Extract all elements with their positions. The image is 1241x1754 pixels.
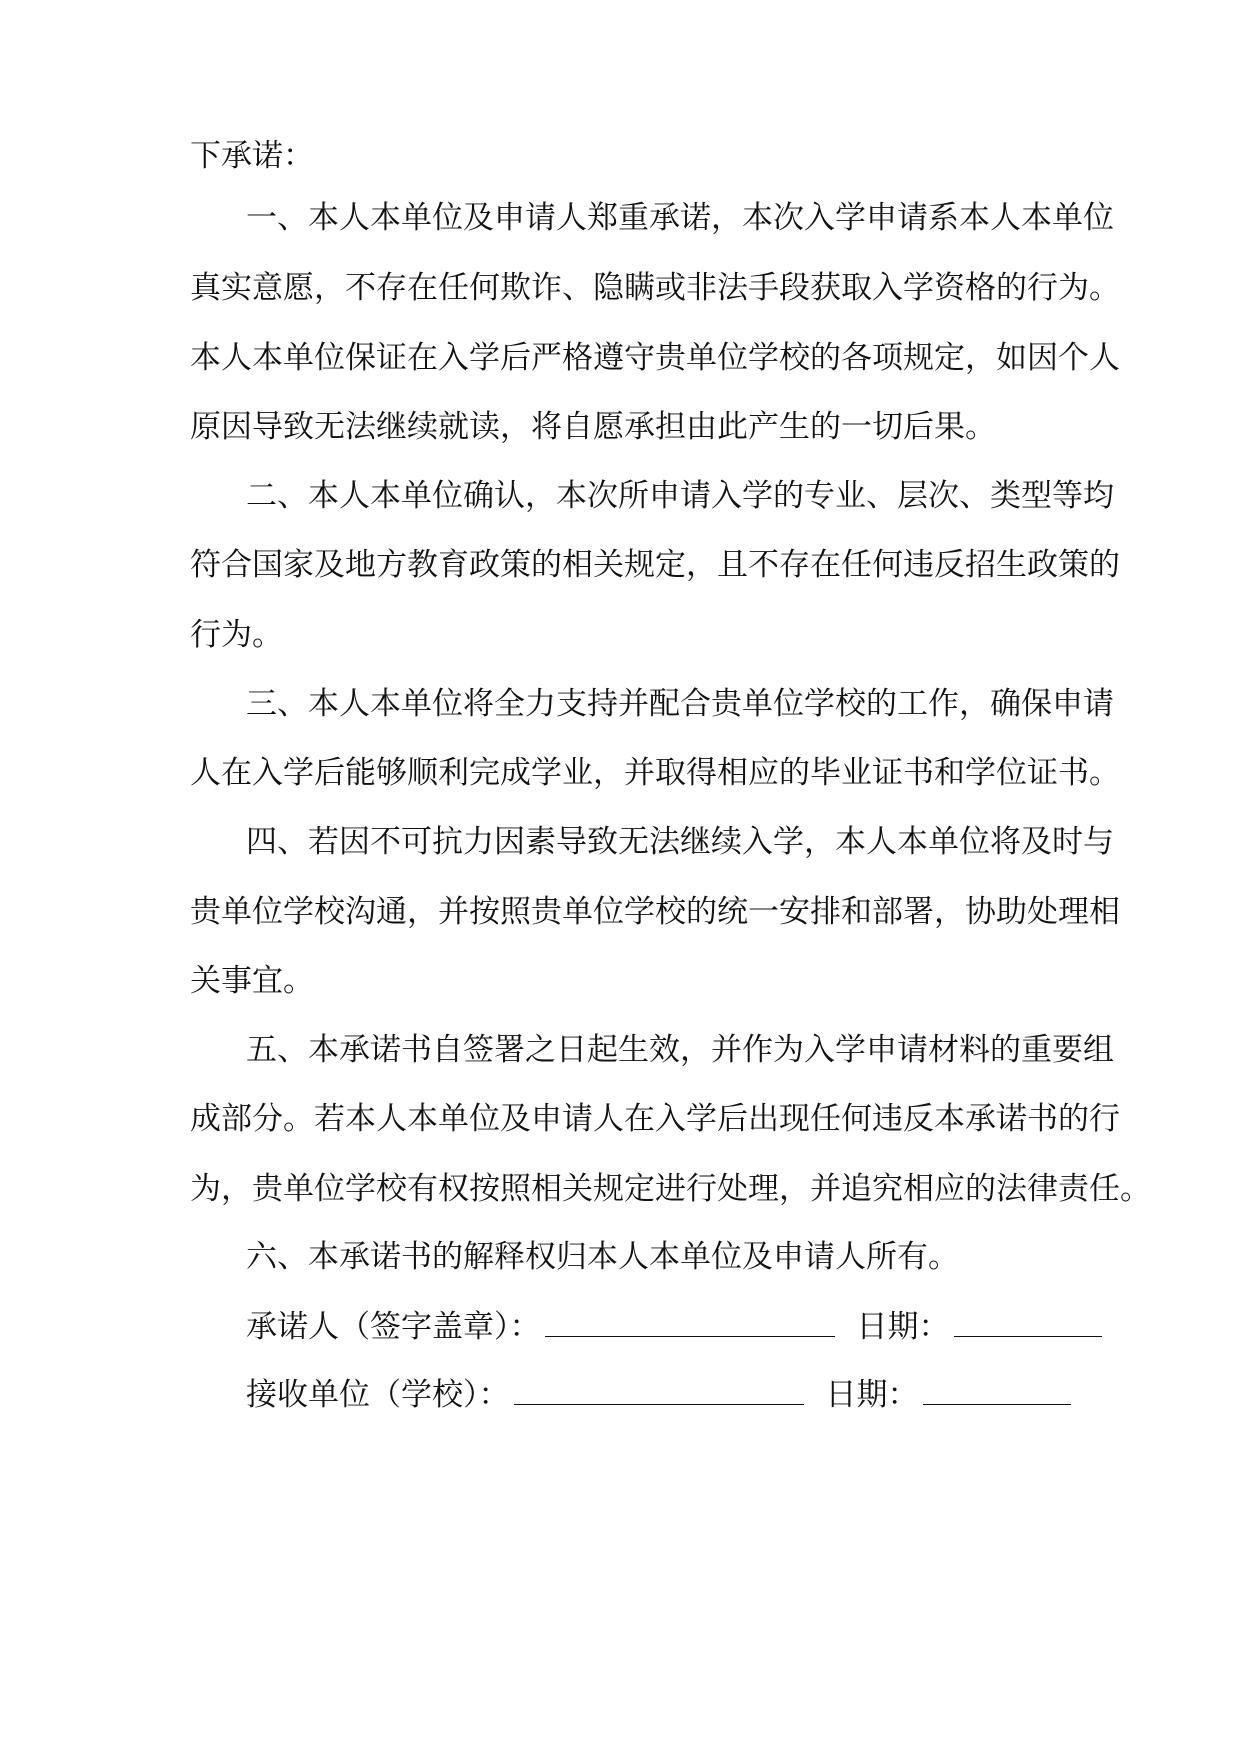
text-line: 为，贵单位学校有权按照相关规定进行处理，并追究相应的法律责任。 <box>190 1171 1151 1207</box>
text-line: 三、本人本单位将全力支持并配合贵单位学校的工作，确保申请 <box>246 686 1114 722</box>
text-line: 下承诺： <box>190 138 314 174</box>
promisor-signature-row <box>246 1305 1102 1349</box>
promisor-date-blank[interactable] <box>954 1306 1102 1337</box>
promisor-signature-blank[interactable] <box>545 1306 835 1337</box>
promisor-label: 承诺人（签字盖章）： <box>246 1309 541 1345</box>
text-line: 二、本人本单位确认，本次所申请入学的专业、层次、类型等均 <box>246 478 1114 514</box>
receiver-signature-blank[interactable] <box>514 1374 804 1405</box>
text-line: 六、本承诺书的解释权归本人本单位及申请人所有。 <box>246 1239 959 1275</box>
promisor-date-label: 日期： <box>856 1309 950 1345</box>
receiver-date-blank[interactable] <box>923 1374 1071 1405</box>
text-line: 本人本单位保证在入学后严格遵守贵单位学校的各项规定，如因个人 <box>190 340 1120 376</box>
text-line: 符合国家及地方教育政策的相关规定，且不存在任何违反招生政策的 <box>190 547 1120 583</box>
text-line: 关事宜。 <box>190 963 314 999</box>
receiver-label: 接收单位（学校）： <box>246 1377 510 1413</box>
text-line: 一、本人本单位及申请人郑重承诺，本次入学申请系本人本单位 <box>246 200 1114 236</box>
text-line: 人在入学后能够顺利完成学业，并取得相应的毕业证书和学位证书。 <box>190 755 1120 791</box>
text-line: 真实意愿，不存在任何欺诈、隐瞒或非法手段获取入学资格的行为。 <box>190 270 1120 306</box>
text-line: 四、若因不可抗力因素导致无法继续入学，本人本单位将及时与 <box>246 824 1114 860</box>
text-line: 行为。 <box>190 617 283 653</box>
receiver-signature-row <box>246 1373 1071 1417</box>
text-line: 五、本承诺书自签署之日起生效，并作为入学申请材料的重要组 <box>246 1032 1114 1068</box>
text-line: 成部分。若本人本单位及申请人在入学后出现任何违反本承诺书的行 <box>190 1101 1120 1137</box>
text-line: 原因导致无法继续就读，将自愿承担由此产生的一切后果。 <box>190 409 996 445</box>
text-line: 贵单位学校沟通，并按照贵单位学校的统一安排和部署，协助处理相 <box>190 894 1120 930</box>
receiver-date-label: 日期： <box>825 1377 919 1413</box>
